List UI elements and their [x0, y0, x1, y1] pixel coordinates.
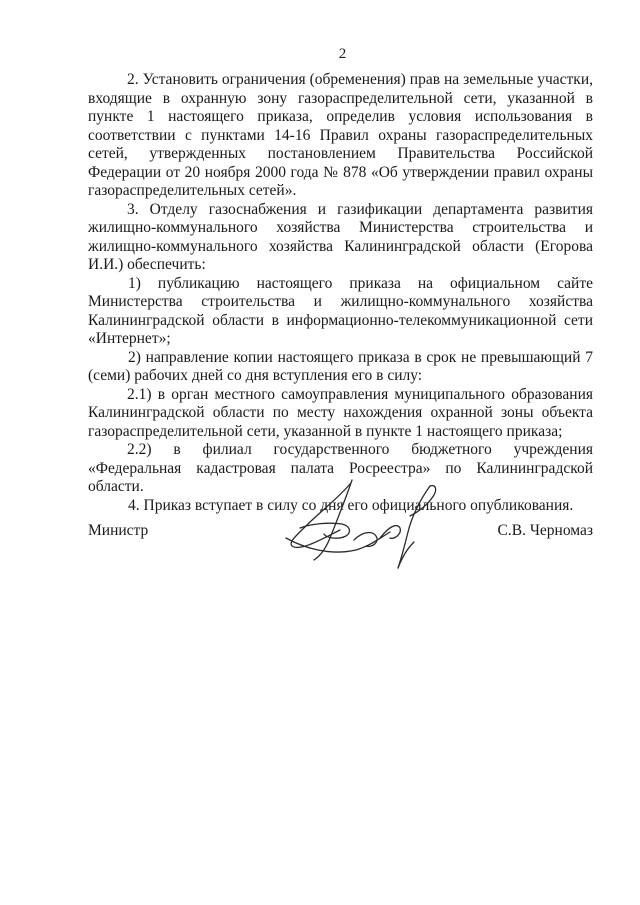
paragraph-3-item-2-2: 2.2) в филиал государственного бюджетного учреждения «Федеральная кадастровая палата Росреестра» по Калининградской области.	[88, 441, 593, 495]
signatory-name: С.В. Черномаз	[497, 522, 593, 539]
document-body	[88, 71, 593, 515]
paragraph-3-item-2: 2) направление копии настоящего приказа в срок не превышающий 7 (семи) рабочих дней со дня вступления его в силу:	[88, 348, 593, 384]
paragraph-2: 2. Установить ограничения (обременения) прав на земельные участки, входящие в охранную зону газораспределительной сети, указанной в пункте 1 настоящего приказа, определив условия использования в соответствии с пунктами 14-16 Правил охраны газораспределительных сетей, утвержденных постановлением Правительства Российской Федерации от 20 ноября 2000 года № 878 «Об утверждении правил охраны газораспределительных сетей».	[88, 71, 593, 199]
handwritten-signature-icon	[280, 478, 445, 573]
signatory-title: Министр	[88, 522, 149, 539]
paragraph-3-item-2-1: 2.1) в орган местного самоуправления муниципального образования Калининградской области по месту нахождения охранной зоны объекта газораспределительной сети, указанной в пункте 1 настоящего приказа;	[88, 385, 593, 440]
paragraph-4: 4. Приказ вступает в силу со дня его официального опубликования.	[128, 496, 574, 514]
paragraph-3: 3. Отделу газоснабжения и газификации департамента развития жилищно-коммунального хозяйства Министерства строительства и жилищно-коммунального хозяйства Калининградской области (Егорова И.И.) обеспечить:	[88, 200, 593, 273]
page-number: 2	[338, 46, 347, 62]
paragraph-3-item-1: 1) публикацию настоящего приказа на официальном сайте Министерства строительства и жилищно-коммунального хозяйства Калининградской области в информационно-телекоммуникационной сети «Интернет»;	[88, 274, 593, 347]
